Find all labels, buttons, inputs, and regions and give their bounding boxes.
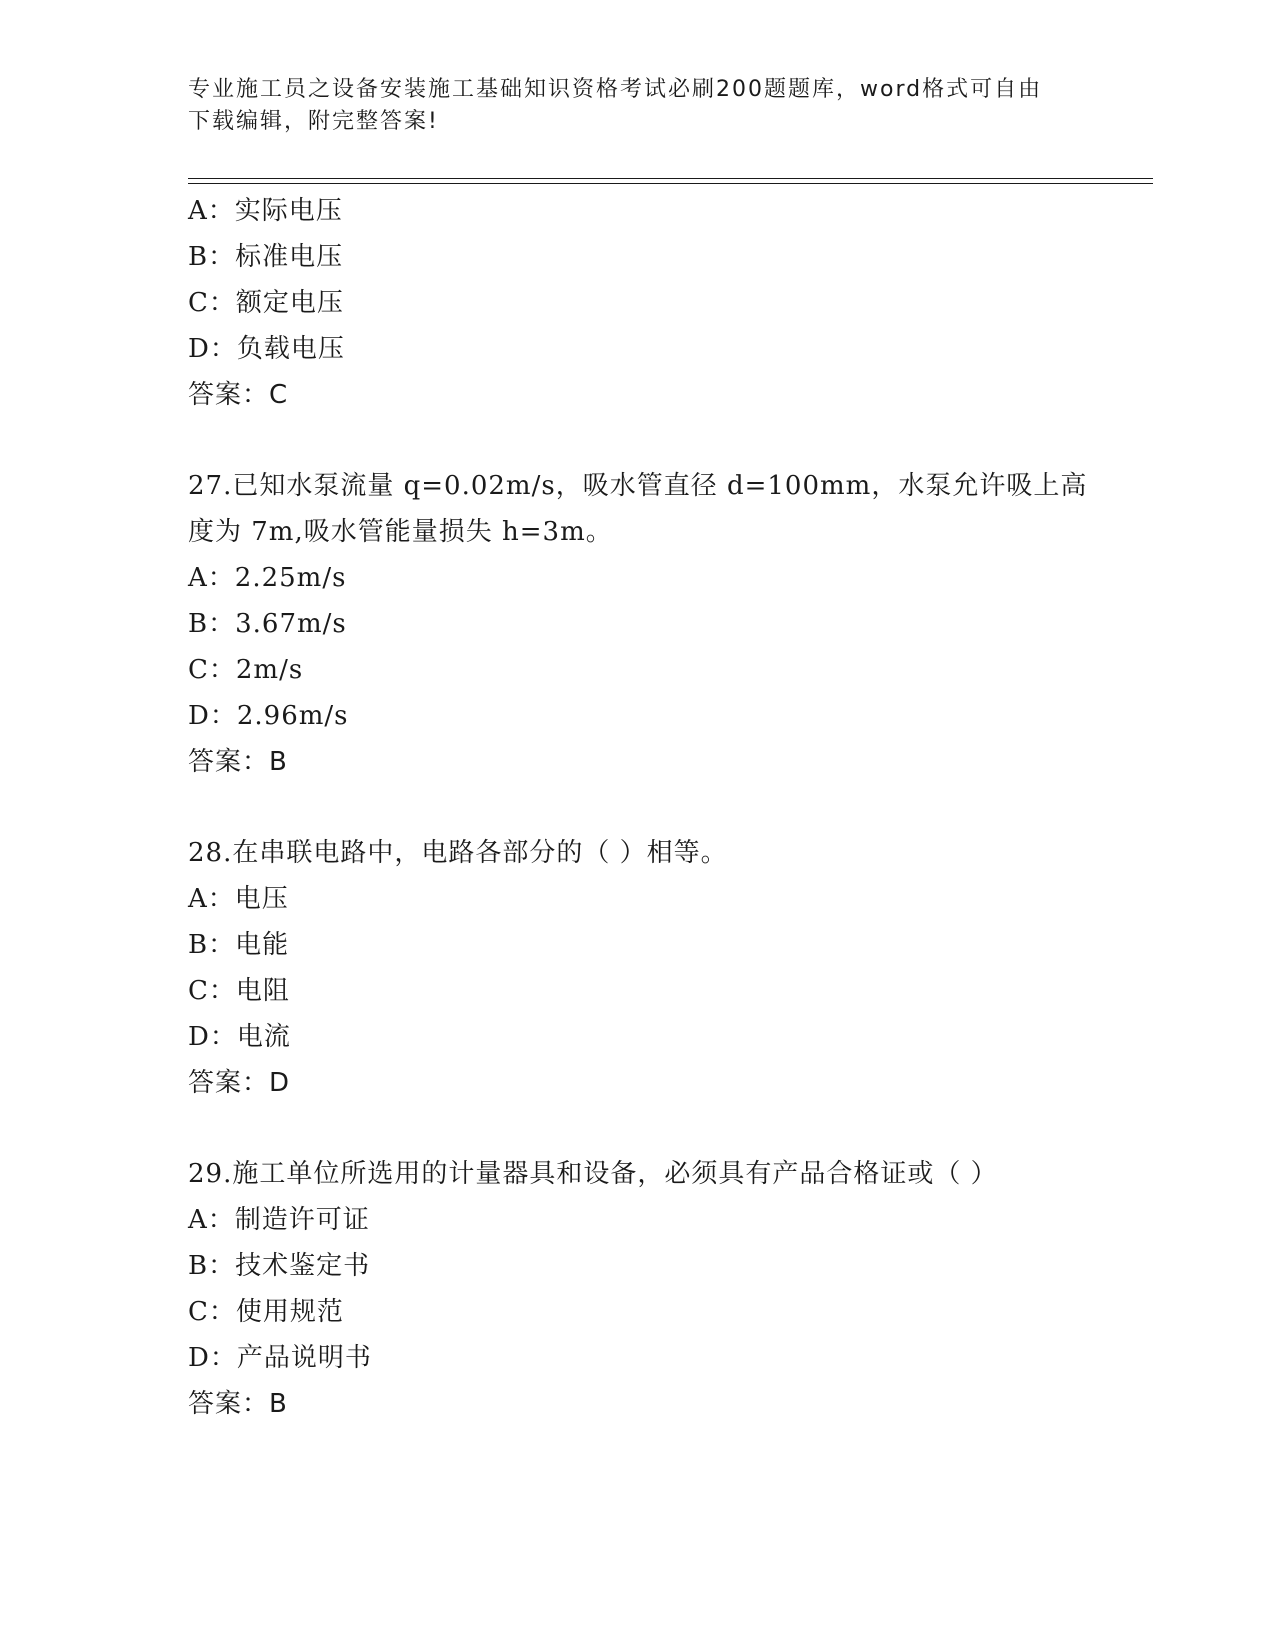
option-c: C：额定电压 <box>188 288 344 318</box>
question-text: 28.在串联电路中，电路各部分的（ ）相等。 <box>188 838 728 868</box>
option-b: B：标准电压 <box>188 242 344 272</box>
option-a: A：电压 <box>188 884 289 914</box>
option-c: C：电阻 <box>188 976 290 1006</box>
option-a: A：2.25m/s <box>188 563 347 593</box>
option-d: D：电流 <box>188 1022 291 1052</box>
option-c: C：2m/s <box>188 655 304 685</box>
question-list <box>188 188 1148 1427</box>
spacer <box>188 418 1148 463</box>
answer: 答案：C <box>188 380 289 410</box>
answer: 答案：B <box>188 1389 288 1419</box>
option-a: A：制造许可证 <box>188 1205 370 1235</box>
option-b: B：3.67m/s <box>188 609 347 639</box>
option-d: D：产品说明书 <box>188 1343 372 1373</box>
option-c: C：使用规范 <box>188 1297 344 1327</box>
question-29 <box>188 1151 1148 1427</box>
header-rule-top <box>188 178 1153 179</box>
option-b: B：电能 <box>188 930 290 960</box>
document-header <box>188 74 1088 138</box>
question-text-line-1: 27.已知水泵流量 q=0.02m/s，吸水管直径 d=100mm，水泵允许吸上高 <box>188 471 1088 501</box>
answer: 答案：D <box>188 1068 291 1098</box>
question-text-line-2: 度为 7m,吸水管能量损失 h=3m。 <box>188 517 613 547</box>
header-line-2: 下载编辑，附完整答案! <box>188 109 439 134</box>
answer: 答案：B <box>188 747 288 777</box>
option-a: A：实际电压 <box>188 196 343 226</box>
header-line-1: 专业施工员之设备安装施工基础知识资格考试必刷200题题库，word格式可自由 <box>188 77 1043 102</box>
spacer <box>188 785 1148 830</box>
question-text: 29.施工单位所选用的计量器具和设备，必须具有产品合格证或（ ） <box>188 1159 998 1189</box>
header-rule-bottom <box>188 183 1153 184</box>
question-28 <box>188 830 1148 1106</box>
question-26 <box>188 188 1148 418</box>
option-d: D：2.96m/s <box>188 701 349 731</box>
spacer <box>188 1106 1148 1151</box>
option-b: B：技术鉴定书 <box>188 1251 371 1281</box>
option-d: D：负载电压 <box>188 334 345 364</box>
question-27 <box>188 463 1148 785</box>
